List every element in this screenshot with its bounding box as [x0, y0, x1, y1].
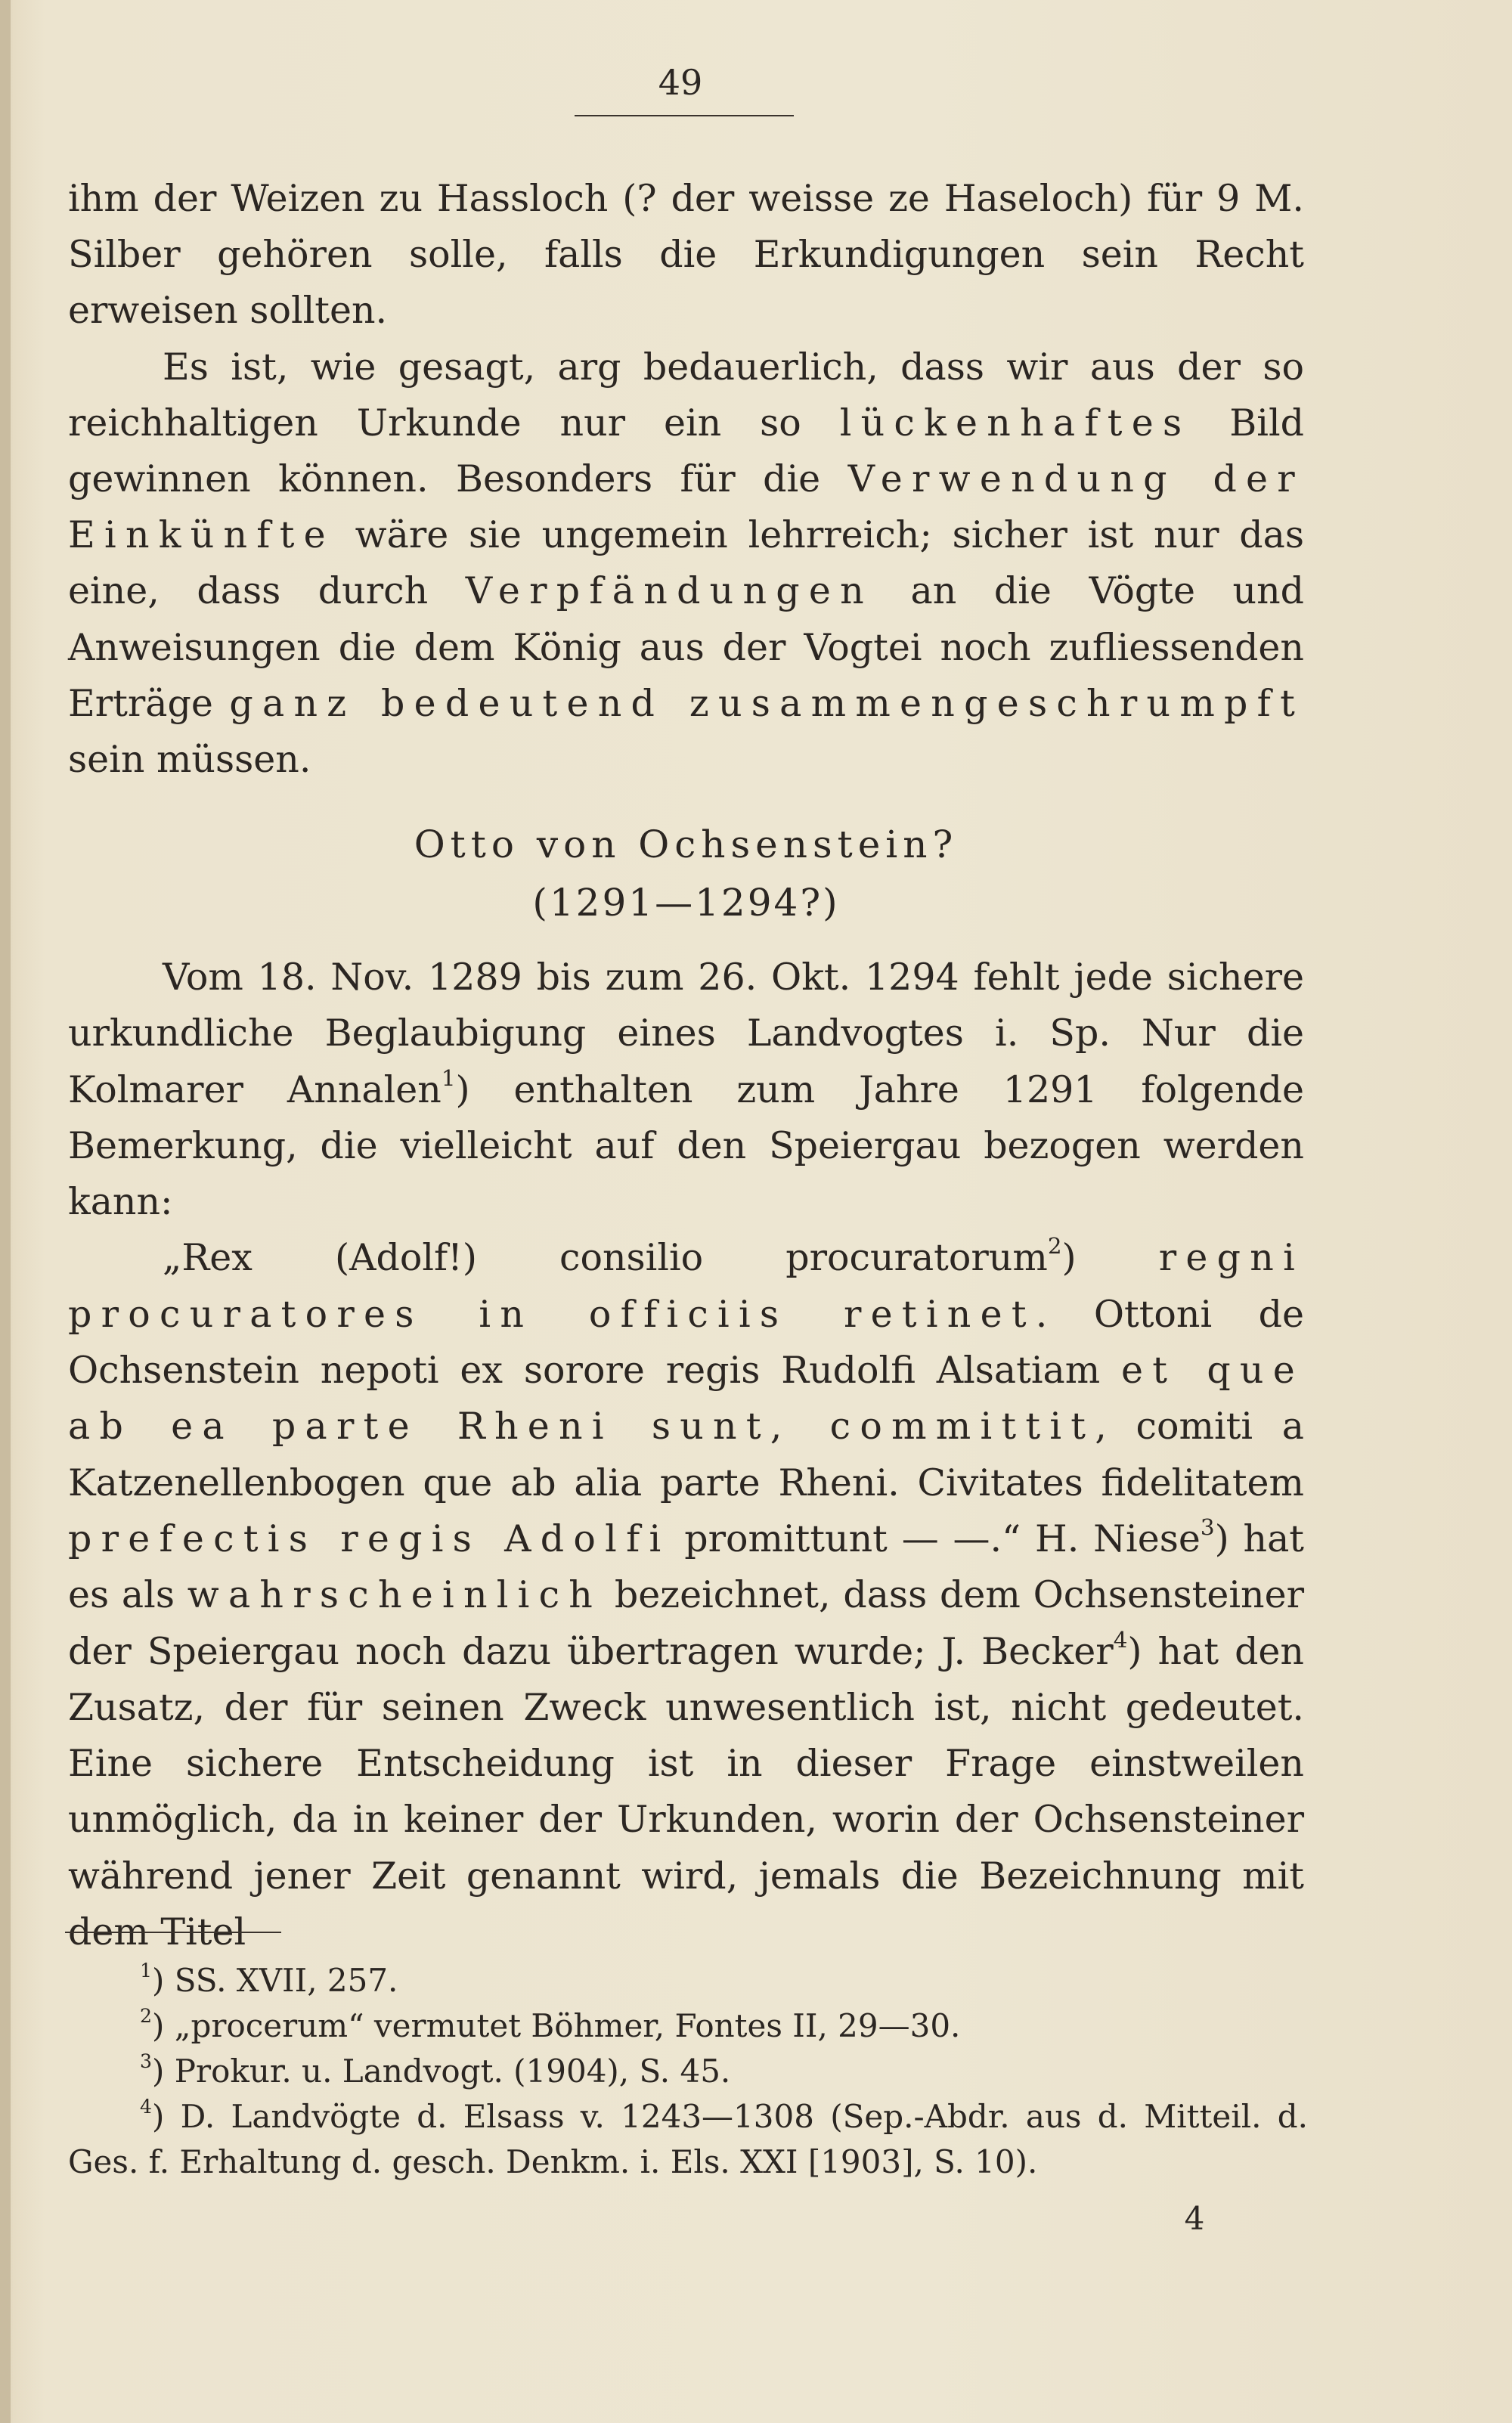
footnote-rule — [65, 1932, 281, 1933]
page-gutter — [0, 0, 11, 2423]
paragraph-quote — [68, 1230, 1304, 1960]
footnote-ref: 4 — [1113, 1626, 1128, 1653]
footnote-4 — [68, 2094, 1308, 2185]
footnote-2 — [68, 2003, 1308, 2049]
text-run: ) enthalten zum Jahre 1291 folgende Bemerkung, die vielleicht auf den Speiergau bezogen werden kann: — [68, 1067, 1304, 1224]
text-run: Es ist, wie gesagt, arg bedauerlich, dass wir aus der so reichhaltigen Urkunde nur ein so — [68, 345, 1304, 445]
text-run: Vom 18. Nov. 1289 bis zum 26. Okt. 1294 fehlt jede sichere urkundliche Beglaubigung eines Landvogtes i. Sp. Nur die Kolmarer Annalen — [68, 956, 1304, 1111]
paragraph-lament — [68, 339, 1304, 789]
paragraph-continued: ihm der Weizen zu Hassloch (? der weisse ze Haseloch) für 9 M. Silber gehören solle, falls die Erkundigungen sein Recht erweisen sollten. — [68, 177, 1304, 333]
signature-mark: 4 — [1184, 2200, 1205, 2237]
spaced-emphasis: regni procuratores in officiis retinet — [68, 1236, 1304, 1336]
spaced-emphasis: ganz bedeutend zusammengeschrumpft — [229, 681, 1305, 725]
spaced-emphasis: lückenhaftes — [839, 401, 1191, 445]
spaced-emphasis: prefectis regis Adolfi — [68, 1517, 671, 1560]
main-text-top — [68, 171, 1304, 788]
footnote-3 — [68, 2049, 1308, 2094]
text-run: ) hat den Zusatz, der für seinen Zweck unwesentlich ist, nicht gedeutet. Eine sichere Entscheidung ist in dieser Frage einstweilen unmöglich, da in keiner der Urkunden, worin der Ochsensteiner während jener Zeit genannt wird, jemals die Bezeichnung mit dem Titel — [68, 1629, 1304, 1954]
text-run: ) — [1061, 1236, 1159, 1280]
footnote-1 — [68, 1958, 1308, 2003]
text-run: Bild gewinnen können. Besonders für die — [68, 401, 1304, 501]
footnote-text: ) Prokur. u. Landvogt. (1904), S. 45. — [152, 2053, 731, 2090]
footnote-ref: 2 — [1047, 1233, 1062, 1260]
footnote-mark: 2 — [140, 2005, 153, 2028]
footnote-mark: 1 — [140, 1960, 153, 1982]
text-run: . Ottoni de Ochsenstein nepoti ex sorore regis Rudolfi Alsatiam — [68, 1292, 1304, 1393]
section-years: (1291—1294?) — [532, 881, 840, 925]
spaced-emphasis: wahrscheinlich — [187, 1573, 603, 1617]
text-run: , comiti a Katzenellenbogen que ab alia parte Rheni. Civitates fidelitatem — [68, 1405, 1304, 1504]
spaced-emphasis: Verpfändungen — [465, 569, 873, 613]
footnote-mark: 4 — [140, 2096, 153, 2118]
text-run: wäre sie ungemein lehrreich; sicher ist nur das eine, dass durch — [68, 513, 1304, 613]
spaced-emphasis: Verwendung der Einkünfte — [68, 457, 1304, 557]
text-run: „Rex (Adolf!) consilio procuratorum — [163, 1236, 1048, 1280]
main-text-bottom — [68, 950, 1304, 1960]
text-run: bezeichnet, dass dem Ochsensteiner der Speiergau noch dazu übertragen wurde; J. Becker — [68, 1573, 1304, 1673]
text-run: promittunt — —.“ H. Niese — [670, 1517, 1201, 1560]
text-run: an die Vögte und Anweisungen die dem König aus der Vogtei noch zufliessenden Erträge — [68, 569, 1304, 725]
spaced-emphasis: et que ab ea parte Rheni sunt, committit — [68, 1349, 1304, 1449]
footnote-text: ) D. Landvögte d. Elsass v. 1243—1308 (Sep.-Abdr. aus d. Mitteil. d. Ges. f. Erhaltung d. gesch. Denkm. i. Els. XXI [1903], S. 10). — [68, 2098, 1308, 2180]
paragraph-annals — [68, 950, 1304, 1230]
text-run: sein müssen. — [68, 738, 311, 782]
text-run: ) hat es als — [68, 1517, 1304, 1617]
footnote-ref: 3 — [1200, 1514, 1215, 1540]
footnotes — [68, 1958, 1308, 2185]
footnote-mark: 3 — [140, 2050, 153, 2073]
page-number: 49 — [658, 62, 703, 103]
footnote-ref: 1 — [441, 1064, 456, 1091]
section-title: Otto von Ochsenstein? — [414, 823, 959, 866]
footnote-text: ) „procerum“ vermutet Böhmer, Fontes II, 29—30. — [152, 2007, 961, 2044]
header-rule — [575, 115, 794, 116]
footnote-text: ) SS. XVII, 257. — [152, 1962, 398, 1999]
